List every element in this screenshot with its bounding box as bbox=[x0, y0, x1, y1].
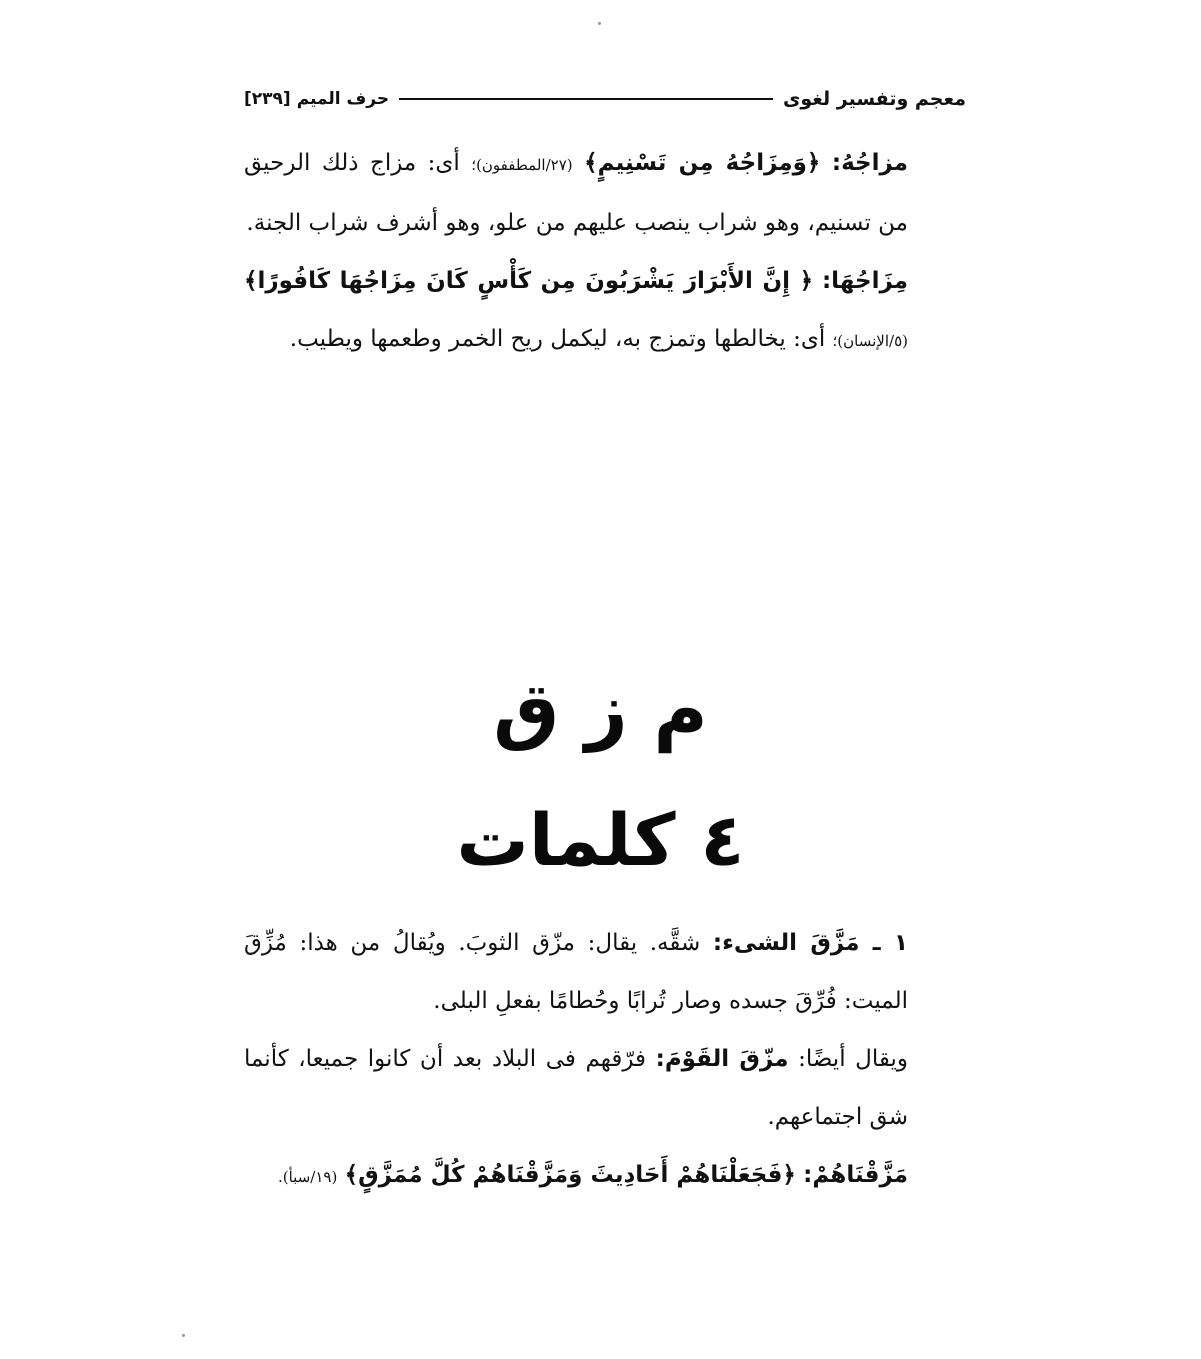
running-header bbox=[244, 84, 966, 114]
bottom-entries bbox=[244, 914, 970, 1206]
entry-definition: أى: يخالطها وتمزج به، ليكمل ريح الخمر وطعمها ويطيب. bbox=[289, 326, 826, 352]
entry-mizajuha bbox=[244, 252, 970, 370]
verse-reference: (٢٧/المطففون)؛ bbox=[471, 156, 573, 174]
verse-reference: (١٩/سبأ). bbox=[277, 1168, 338, 1186]
entry-definition: فرّقهم فى البلاد بعد أن كانوا جميعا، كأنما شق اجتماعهم. bbox=[244, 1046, 908, 1130]
entry-headword: مَزَّقْنَاهُمْ: bbox=[803, 1162, 908, 1188]
entry-mazzaqnahum bbox=[244, 1146, 970, 1206]
entry-lead: ويقال أيضًا: bbox=[798, 1046, 909, 1072]
entry-headword: مزاجُهُ: bbox=[831, 150, 909, 176]
verse-reference: (٥/الإنسان)؛ bbox=[832, 332, 908, 350]
quran-quote: ﴿ إِنَّ الأَبْرَارَ يَشْرَبُونَ مِن كَأْسٍ كَانَ مِزَاجُهَا كَافُورًا﴾ bbox=[244, 268, 814, 294]
page-number: [٢٣٩] bbox=[244, 89, 291, 109]
root-word-count: ٤ كلمات bbox=[456, 798, 745, 882]
entry-mizajuhu bbox=[244, 134, 970, 252]
book-title: معجم وتفسير لغوى bbox=[782, 88, 966, 110]
header-rule bbox=[399, 98, 773, 100]
top-entries bbox=[244, 134, 970, 370]
section-title: حرف الميم bbox=[296, 89, 390, 109]
entry-headword: مِزَاجُهَا: bbox=[821, 268, 909, 294]
scan-speck bbox=[598, 22, 601, 25]
entry-mazzaqa-alqawm bbox=[244, 1030, 970, 1146]
entry-headword: ١ ـ مَزَّقَ الشىء: bbox=[712, 930, 909, 956]
entry-definition: أى: مزاج ذلك الرحيق من تسنيم، وهو شراب ينصب عليهم من علو، وهو أشرف شراب الجنة. bbox=[244, 150, 908, 236]
entry-headword: مزّقَ القَوْمَ: bbox=[655, 1046, 789, 1072]
entry-mazzaqa bbox=[244, 914, 970, 1030]
entry-definition: شقَّه. يقال: مزّق الثوبَ. ويُقالُ من هذا: مُزِّقَ الميت: فُرِّقَ جسده وصار تُرابًا وحُطامًا بفعلِ البلى. bbox=[244, 930, 908, 1014]
quran-quote: ﴿فَجَعَلْنَاهُمْ أَحَادِيثَ وَمَزَّقْنَاهُمْ كُلَّ مُمَزَّقٍ﴾ bbox=[344, 1162, 796, 1188]
root-letters: م ز ق bbox=[493, 667, 708, 753]
scan-speck bbox=[182, 1334, 185, 1337]
quran-quote: ﴿وَمِزَاجُهُ مِن تَسْنِيمٍ﴾ bbox=[584, 150, 821, 176]
